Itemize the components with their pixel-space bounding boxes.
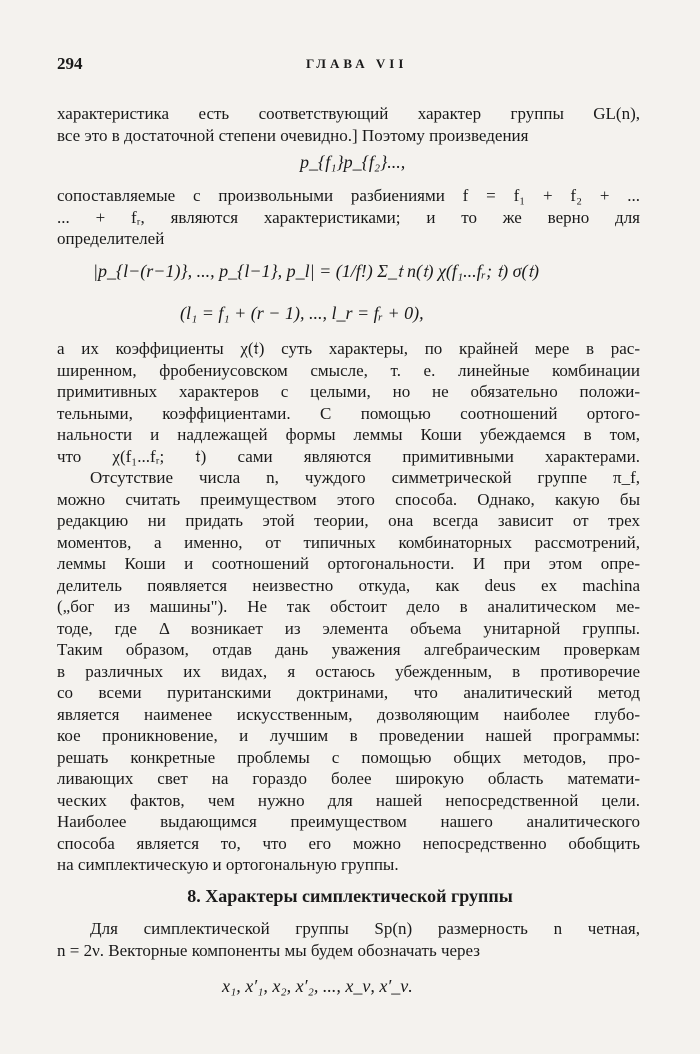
paragraph-partitions — [57, 185, 640, 250]
text-line: способа является то, что его можно непосредственно обобщить — [57, 833, 640, 853]
text-line: Наиболее выдающимся преимуществом нашего аналитического — [57, 812, 640, 831]
paragraph-intro — [57, 103, 640, 146]
text-line: Таким образом, отдав дань уважения алгебраическим проверкам — [57, 640, 640, 659]
text-line: определителей — [57, 229, 165, 248]
text-line: ... + fᵣ, являются характеристиками; и то же верно для — [57, 207, 640, 227]
text-line: редакцию ни придать этой теории, она всегда зависит от трех — [57, 511, 640, 530]
page-number: 294 — [57, 54, 83, 73]
text-line: леммы Коши и соотношений ортогональности. И при этом опре- — [57, 554, 640, 573]
section-heading: 8. Характеры симплектической группы — [187, 886, 513, 906]
text-line: кое проникновение, и лучшим в проведении нашей программы: — [57, 726, 640, 745]
formula-product: p_{f₁}p_{f₂}..., — [300, 152, 406, 172]
text-line: решать конкретные проблемы с помощью общих методов, про- — [57, 747, 640, 767]
text-line: ческих фактов, чем нужно для нашей непосредственной цели. — [57, 790, 640, 810]
text-line: ливающих свет на гораздо более широкую область математи- — [57, 769, 640, 788]
text-line: Отсутствие числа n, чуждого симметрической группе π_f, — [90, 468, 640, 487]
text-line: примитивных характеров с целыми, но не обязательно положи- — [57, 382, 640, 401]
text-line: со всеми пуританскими доктринами, что аналитический метод — [57, 683, 640, 702]
paragraph-characters — [57, 338, 640, 876]
text-line: нальности и надлежащей формы леммы Коши убеждаемся в том, — [57, 425, 640, 444]
text-line: все это в достаточной степени очевидно.] Поэтому произведения — [57, 125, 529, 145]
text-line: можно считать преимуществом этого способа. Однако, какую бы — [57, 489, 640, 509]
text-line: тельными, коэффициентами. С помощью соотношений ортого- — [57, 403, 640, 423]
paragraph-symplectic — [57, 918, 640, 961]
text-line: является наименее искусственным, дозволяющим наиболее глубо- — [57, 704, 640, 724]
formula-conditions: (l₁ = f₁ + (r − 1), ..., l_r = fᵣ + 0), — [180, 303, 424, 323]
text-line: на симплектическую и ортогональную группы. — [57, 855, 399, 874]
text-line: n = 2ν. Векторные компоненты мы будем обозначать через — [57, 940, 481, 960]
text-line: в различных их видах, я остаюсь убежденным, в противоречие — [57, 661, 640, 681]
formula-vector-components: x₁, x′₁, x₂, x′₂, ..., x_ν, x′_ν. — [222, 976, 413, 996]
chapter-title: ГЛАВА VII — [306, 56, 408, 71]
text-line: моментов, а именно, от типичных комбинаторных рассмотрений, — [57, 532, 640, 552]
text-line: что χ(f₁...fᵣ; 𝔱) сами являются примитивными характерами. — [57, 446, 640, 466]
text-line: сопоставляемые с произвольными разбиениями f = f₁ + f₂ + ... — [57, 186, 640, 205]
text-line: характеристика есть соответствующий характер группы GL(n), — [57, 104, 640, 123]
text-line: делитель появляется неизвестно откуда, как deus ex machina — [57, 575, 640, 595]
formula-determinant: |p_{l−(r−1)}, ..., p_{l−1}, p_l| = (1/f!) Σ_𝔱 n(𝔱) χ(f₁...fᵣ; 𝔱) σ(𝔱) — [93, 261, 540, 281]
text-line: Для симплектической группы Sp(n) размерность n четная, — [90, 919, 640, 938]
text-line: тоде, где Δ возникает из элемента объема унитарной группы. — [57, 618, 640, 638]
text-line: а их коэффициенты χ(𝔱) суть характеры, по крайней мере в рас- — [57, 339, 640, 358]
text-line: ширенном, фробениусовском смысле, т. е. линейные комбинации — [57, 360, 640, 380]
text-line: („бог из машины"). Не так обстоит дело в аналитическом ме- — [57, 597, 640, 616]
